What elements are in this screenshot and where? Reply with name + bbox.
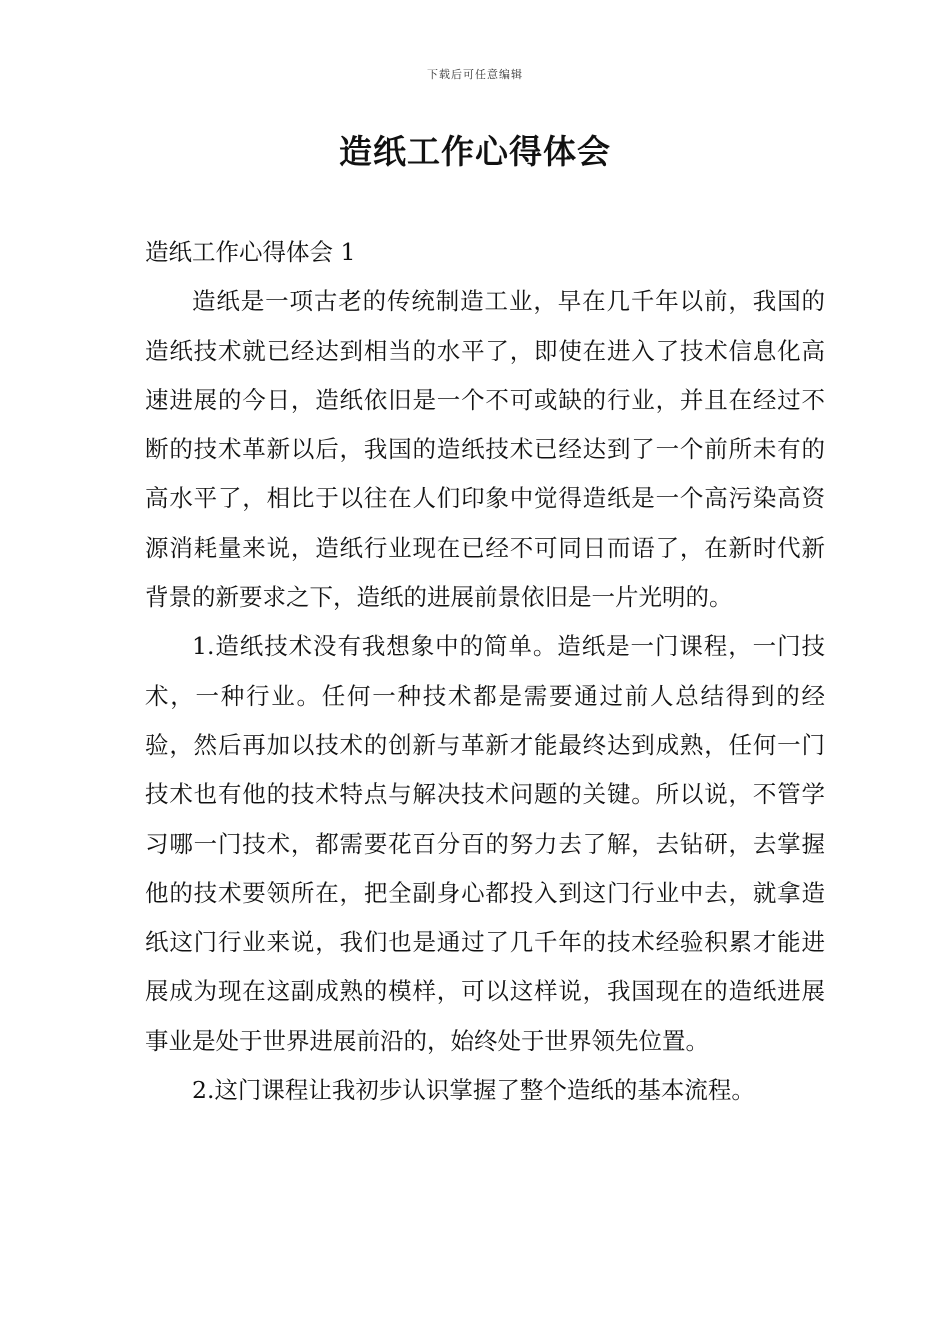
paragraph-point-2: 2.这门课程让我初步认识掌握了整个造纸的基本流程。 [192, 1076, 755, 1105]
document-body [145, 228, 825, 1115]
paragraph-intro: 造纸是一项古老的传统制造工业，早在几千年以前，我国的造纸技术就已经达到相当的水平了，即使在进入了技术信息化高速进展的今日，造纸依旧是一个不可或缺的行业，并且在经过不断的技术革新以后，我国的造纸技术已经达到了一个前所未有的高水平了，相比于以往在人们印象中觉得造纸是一个高污染高资源消耗量来说，造纸行业现在已经不可同日而语了，在新时代新背景的新要求之下，造纸的进展前景依旧是一片光明的。 [145, 287, 825, 612]
header-note: 下载后可任意编辑 [427, 68, 523, 81]
document-title: 造纸工作心得体会 [339, 132, 611, 171]
section-heading: 造纸工作心得体会 1 [145, 238, 356, 266]
paragraph-point-1: 1.造纸技术没有我想象中的简单。造纸是一门课程，一门技术，一种行业。任何一种技术都是需要通过前人总结得到的经验，然后再加以技术的创新与革新才能最终达到成熟，任何一门技术也有他的技术特点与解决技术问题的关键。所以说，不管学习哪一门技术，都需要花百分百的努力去了解，去钻研，去掌握他的技术要领所在，把全副身心都投入到这门行业中去，就拿造纸这门行业来说，我们也是通过了几千年的技术经验积累才能进展成为现在这副成熟的模样，可以这样说，我国现在的造纸进展事业是处于世界进展前沿的，始终处于世界领先位置。 [145, 632, 825, 1055]
